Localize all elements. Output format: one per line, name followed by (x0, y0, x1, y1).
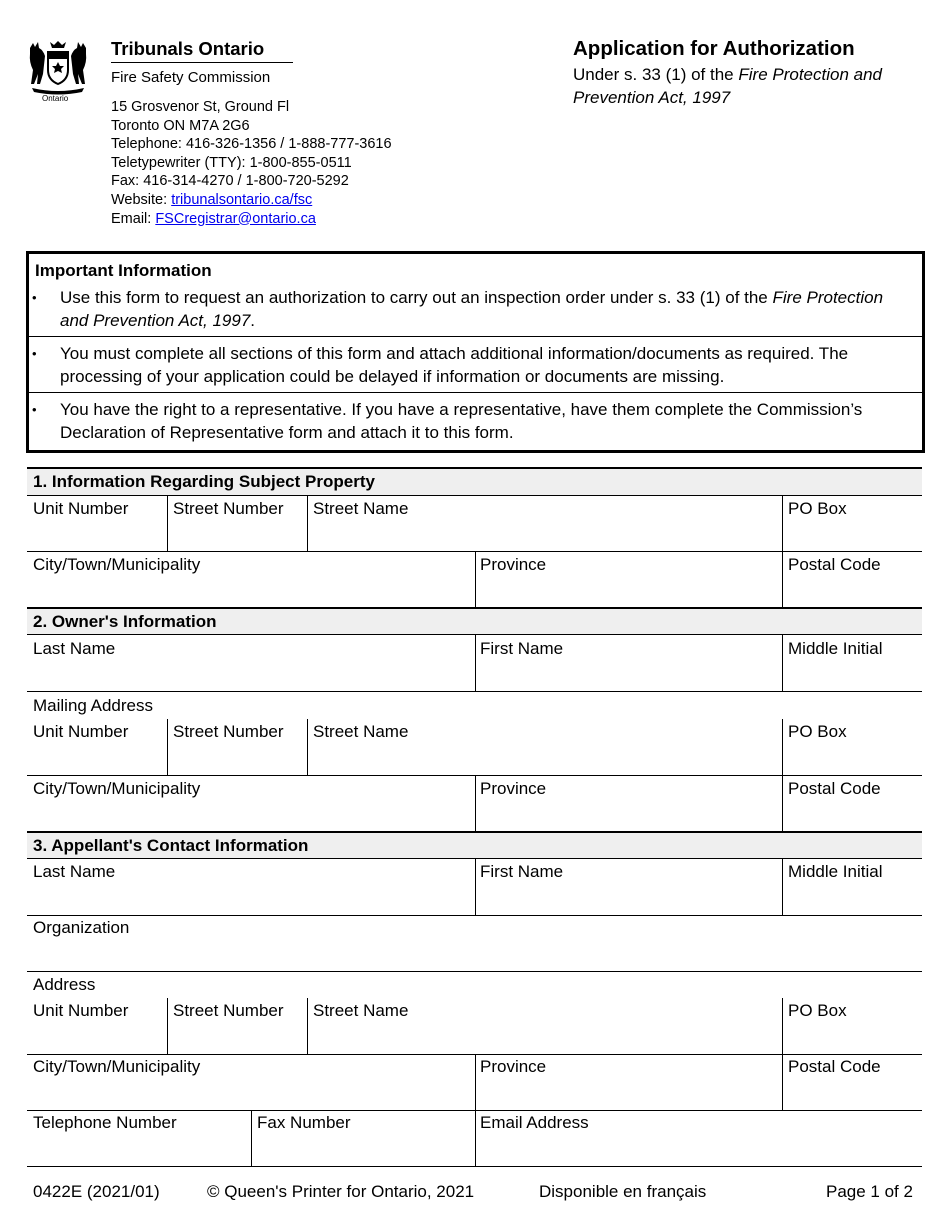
s3-telephone-label: Telephone Number (33, 1113, 177, 1132)
s3-first-name-label: First Name (480, 862, 564, 881)
bullet-separator (29, 336, 922, 337)
section-1-top-rule (27, 467, 922, 469)
bullet-dot: • (32, 290, 37, 305)
s2-mailing-address-label: Mailing Address (33, 696, 154, 715)
logo-caption: Ontario (42, 94, 69, 103)
section-3-title: 3. Appellant's Contact Information (33, 836, 309, 855)
bullet-dot: • (32, 402, 37, 417)
important-information-box (26, 251, 925, 453)
s3-unit-number-label: Unit Number (33, 1001, 129, 1020)
contact-block (111, 98, 392, 228)
s2-province-label: Province (480, 779, 547, 798)
s2-postal-code-label: Postal Code (788, 779, 881, 798)
info-bullet-3-text: You have the right to a representative. If you have a representative, have them complete the Commission’s Declaration of Representative form and attach it to this form. (60, 400, 863, 442)
s3-fax-label: Fax Number (257, 1113, 351, 1132)
telephone-line: Telephone: 416-326-1356 / 1-888-777-3616 (111, 136, 392, 153)
s2-street-name-label: Street Name (313, 722, 409, 741)
rule (27, 971, 922, 972)
s3-organization-label: Organization (33, 918, 130, 937)
s3-street-name-label: Street Name (313, 1001, 409, 1020)
email-label: Email: (111, 210, 156, 227)
subtitle-act-name: Fire Protection and Prevention Act, 1997 (573, 65, 883, 107)
form-title: Application for Authorization (573, 37, 855, 60)
s3-last-name-label: Last Name (33, 862, 116, 881)
form-number: 0422E (2021/01) (33, 1182, 160, 1201)
email-link[interactable]: FSCregistrar@ontario.ca (155, 210, 316, 227)
ontario-coat-of-arms-logo (26, 38, 90, 106)
s3-organization-field[interactable] (27, 916, 922, 971)
important-information-heading: Important Information (35, 261, 212, 280)
website-link[interactable]: tribunalsontario.ca/fsc (171, 191, 313, 208)
tty-line: Teletypewriter (TTY): 1-800-855-0511 (111, 154, 352, 171)
bullet-1-suffix: . (250, 310, 256, 330)
section-1-title: 1. Information Regarding Subject Property (33, 472, 375, 491)
s2-last-name-label: Last Name (33, 639, 116, 658)
address-line-2: Toronto ON M7A 2G6 (111, 117, 250, 134)
s3-email-label: Email Address (480, 1113, 589, 1132)
website-line (111, 191, 392, 210)
s3-middle-initial-label: Middle Initial (788, 862, 883, 881)
s1-po-box-label: PO Box (788, 499, 847, 518)
s2-city-label: City/Town/Municipality (33, 779, 201, 798)
fax-line: Fax: 416-314-4270 / 1-800-720-5292 (111, 173, 349, 190)
bullet-dot: • (32, 346, 37, 361)
website-label: Website: (111, 191, 172, 208)
subtitle-prefix: Under s. 33 (1) of the (573, 65, 739, 84)
s1-postal-code-label: Postal Code (788, 555, 881, 574)
s3-street-number-label: Street Number (173, 1001, 284, 1020)
bullet-1-act-name: Fire Protection and Prevention Act, 1997 (60, 288, 884, 330)
section-2-top-rule (27, 607, 922, 609)
copyright: © Queen's Printer for Ontario, 2021 (207, 1182, 475, 1201)
rule (27, 691, 922, 692)
s1-province-label: Province (480, 555, 547, 574)
rule (27, 1166, 922, 1167)
s1-city-label: City/Town/Municipality (33, 555, 201, 574)
s3-po-box-label: PO Box (788, 1001, 847, 1020)
email-line (111, 210, 392, 229)
s2-middle-initial-label: Middle Initial (788, 639, 883, 658)
tribunal-name: Tribunals Ontario (111, 38, 265, 59)
s2-first-name-label: First Name (480, 639, 564, 658)
info-bullet-1-text (60, 287, 910, 332)
form-subtitle (573, 63, 933, 109)
address-line-1: 15 Grosvenor St, Ground Fl (111, 99, 290, 115)
section-2-title: 2. Owner's Information (33, 612, 217, 631)
info-bullet-2-text: You must complete all sections of this form and attach additional information/documents as required. The processing of your application could be delayed if information or documents are missing. (60, 344, 849, 386)
s1-street-number-label: Street Number (173, 499, 284, 518)
s3-postal-code-label: Postal Code (788, 1057, 881, 1076)
s3-city-label: City/Town/Municipality (33, 1057, 201, 1076)
bullet-1-prefix: Use this form to request an authorization to carry out an inspection order under s. 33 (1) of the (60, 288, 773, 307)
s1-street-name-label: Street Name (313, 499, 409, 518)
s2-street-number-label: Street Number (173, 722, 284, 741)
bullet-separator (29, 392, 922, 393)
page-number: Page 1 of 2 (826, 1182, 913, 1201)
section-3-top-rule (27, 831, 922, 833)
s2-unit-number-label: Unit Number (33, 722, 129, 741)
french-availability: Disponible en français (539, 1182, 707, 1201)
commission-name: Fire Safety Commission (111, 69, 271, 86)
s3-address-label: Address (33, 975, 96, 994)
s2-po-box-label: PO Box (788, 722, 847, 741)
header-rule (111, 62, 293, 63)
s1-unit-number-label: Unit Number (33, 499, 129, 518)
s3-province-label: Province (480, 1057, 547, 1076)
